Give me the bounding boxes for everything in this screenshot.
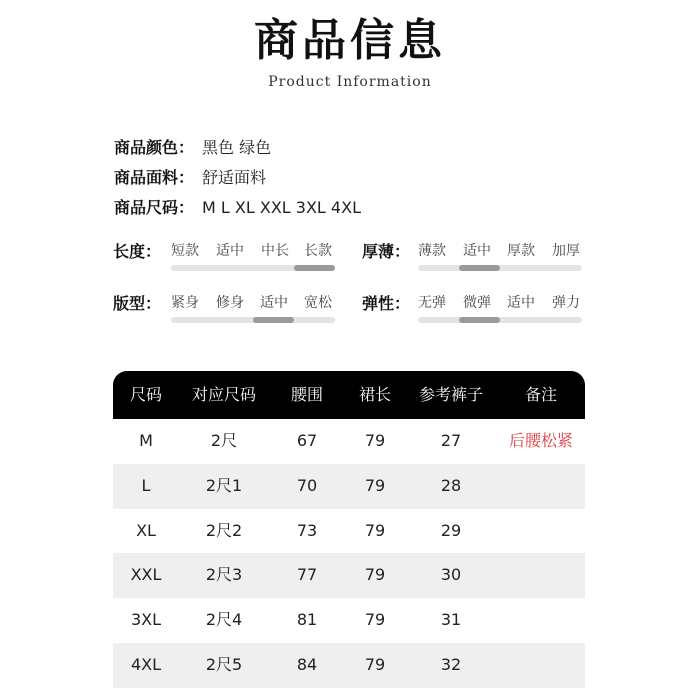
table-cell-note: 后腰松紧: [508, 431, 573, 450]
table-row: [113, 643, 585, 688]
table-cell: 2尺1: [205, 475, 243, 495]
attribute-thickness: [362, 239, 592, 279]
table-cell: 3XL: [130, 610, 162, 630]
table-cell: 67: [296, 431, 318, 450]
table-cell: 32: [440, 655, 462, 674]
table-cell: 2尺4: [205, 610, 243, 630]
table-cell: 84: [296, 655, 318, 674]
attribute-option: 厚款: [507, 243, 535, 259]
attribute-scale-track: [171, 317, 335, 323]
attribute-scale-selected: [459, 317, 500, 323]
table-row: [113, 509, 585, 554]
attribute-scale-selected: [294, 265, 335, 271]
size-table-header: [113, 371, 585, 419]
attribute-label: 弹性：: [362, 294, 411, 313]
column-header: 腰围: [290, 385, 323, 404]
table-cell: XXL: [130, 565, 162, 585]
page-title: 商品信息: [254, 15, 446, 66]
attribute-scale-selected: [459, 265, 500, 271]
table-cell: 2尺2: [205, 520, 243, 540]
attribute-elasticity: [362, 291, 592, 331]
info-row-fabric: [114, 165, 266, 188]
attribute-fit: [113, 291, 343, 331]
attribute-option: 微弹: [463, 295, 491, 311]
attribute-option: 宽松: [304, 295, 332, 311]
attribute-label: 版型：: [113, 294, 162, 313]
table-cell: 79: [364, 431, 386, 450]
table-cell: XL: [136, 520, 156, 540]
column-header: 对应尺码: [191, 385, 256, 404]
attribute-option: 长款: [304, 243, 332, 259]
info-label: 商品面料：: [114, 168, 195, 187]
table-row: [113, 419, 585, 464]
column-header: 尺码: [129, 385, 162, 404]
attribute-label: 长度：: [113, 242, 162, 261]
attribute-option: 弹力: [552, 295, 580, 311]
info-value: 舒适面料: [202, 168, 267, 187]
attribute-scale-track: [418, 265, 582, 271]
table-cell: 79: [364, 565, 386, 585]
table-row: [113, 464, 585, 509]
info-label: 商品颜色：: [114, 138, 195, 157]
table-cell: 79: [364, 610, 386, 630]
attribute-option: 适中: [260, 295, 288, 311]
table-cell: 2尺3: [205, 565, 243, 585]
table-cell: L: [141, 475, 151, 495]
table-cell: 28: [440, 475, 462, 495]
table-cell-note: [497, 464, 585, 509]
table-row: [113, 553, 585, 598]
attribute-option: 薄款: [418, 243, 446, 259]
attribute-option: 短款: [171, 243, 199, 259]
table-cell: 79: [364, 475, 386, 495]
table-cell: 70: [296, 475, 318, 495]
attribute-option: 加厚: [552, 243, 580, 259]
attribute-option: 适中: [463, 243, 491, 259]
info-row-color: [114, 135, 271, 158]
attribute-scale-track: [171, 265, 335, 271]
table-cell: 30: [440, 565, 462, 585]
table-cell: 2尺5: [205, 655, 243, 674]
table-cell: 27: [440, 431, 462, 450]
table-cell-note: [497, 553, 585, 598]
attribute-option: 适中: [216, 243, 244, 259]
info-label: 商品尺码：: [114, 198, 195, 217]
table-cell-note: [497, 643, 585, 688]
table-cell-note: [497, 509, 585, 554]
attribute-label: 厚薄：: [362, 242, 411, 261]
table-cell: 4XL: [130, 655, 162, 674]
info-value: 黑色 绿色: [202, 138, 272, 157]
table-cell: 2尺: [210, 431, 238, 450]
column-header: 裙长: [358, 385, 391, 404]
table-cell: 79: [364, 520, 386, 540]
info-value: M L XL XXL 3XL 4XL: [202, 198, 361, 217]
attribute-option: 紧身: [171, 295, 199, 311]
table-cell: 29: [440, 520, 462, 540]
table-row: [113, 598, 585, 643]
table-cell: 79: [364, 655, 386, 674]
column-header: 备注: [524, 385, 557, 404]
attribute-scale-track: [418, 317, 582, 323]
attribute-scale-selected: [253, 317, 294, 323]
page-subtitle: Product Information: [268, 74, 432, 90]
attribute-option: 中长: [261, 243, 289, 259]
attribute-length: [113, 239, 343, 279]
info-row-size: [114, 195, 361, 218]
table-cell: 81: [296, 610, 318, 630]
table-cell: M: [139, 431, 153, 450]
table-cell: 73: [296, 520, 318, 540]
column-header: 参考裤子: [418, 385, 483, 404]
attribute-option: 无弹: [418, 295, 446, 311]
table-cell: 31: [440, 610, 462, 630]
size-table: [113, 371, 585, 698]
attribute-option: 修身: [216, 295, 244, 311]
attribute-option: 适中: [507, 295, 535, 311]
table-cell-note: [497, 598, 585, 643]
table-cell: 77: [296, 565, 318, 585]
